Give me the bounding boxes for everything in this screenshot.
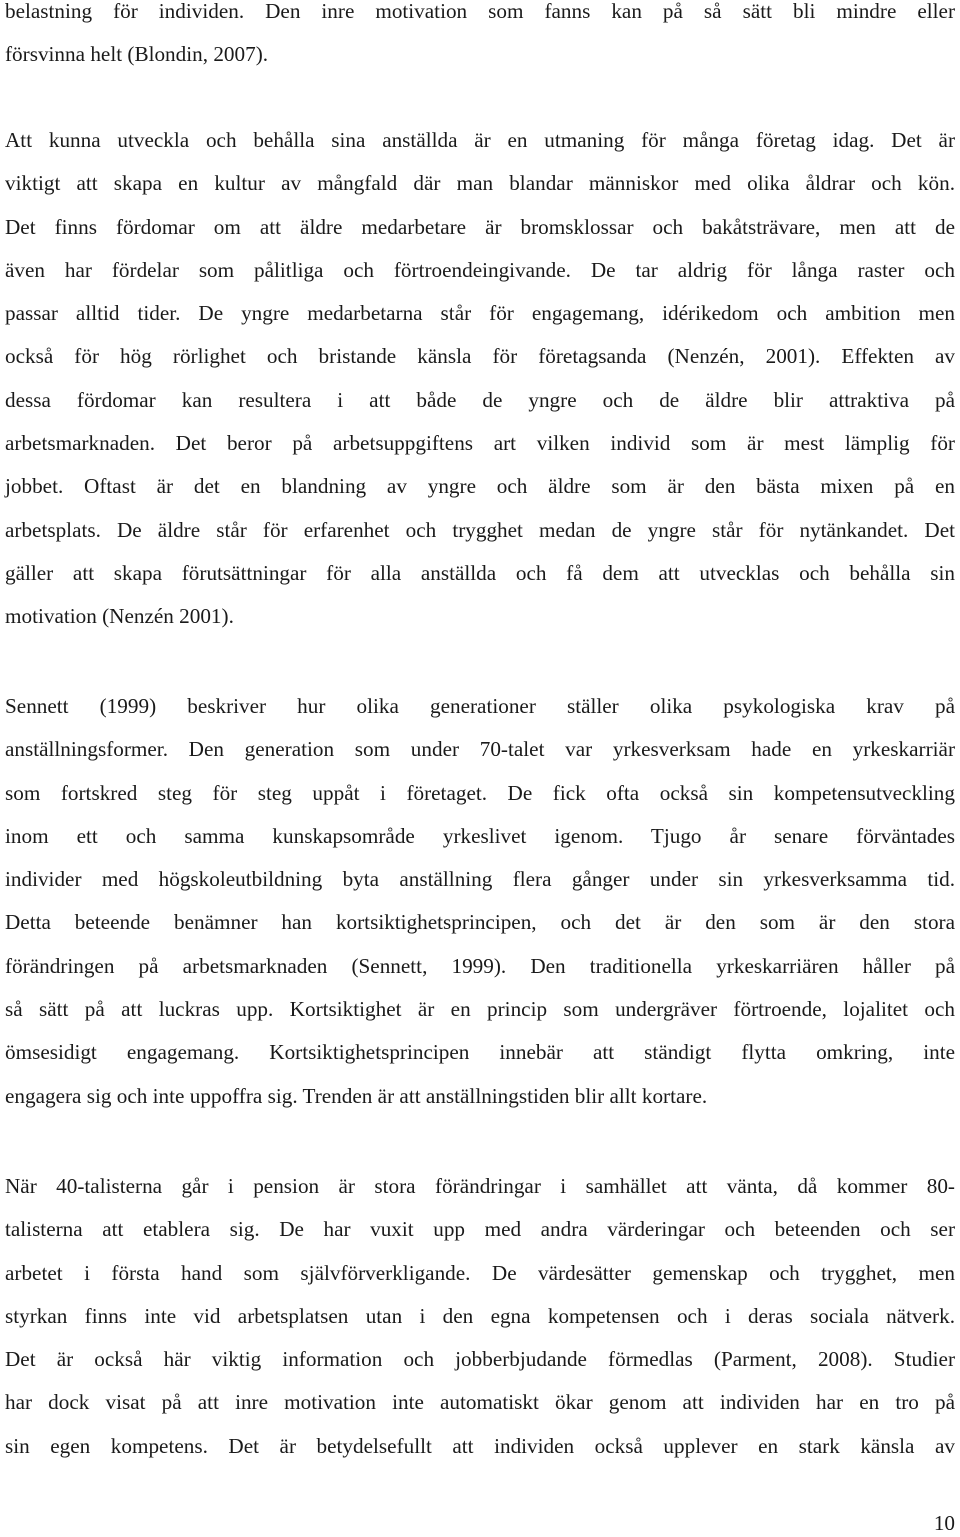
text-line: inom ett och samma kunskapsområde yrkeslivet igenom. Tjugo år senare förväntades — [5, 823, 955, 848]
text-line: individer med högskoleutbildning byta anställning flera gånger under sin yrkesverksamma tid. — [5, 867, 955, 892]
paragraph-1 — [5, 0, 955, 77]
text-line: viktigt att skapa en kultur av mångfald där man blandar människor med olika åldrar och kön. — [5, 171, 955, 196]
paragraph-2 — [5, 119, 955, 639]
page-number: 10 — [933, 1511, 955, 1535]
text-line: sin egen kompetens. Det är betydelsefullt att individen också upplever en stark känsla av — [5, 1433, 955, 1458]
text-line: belastning för individen. Den inre motivation som fanns kan på så sätt bli mindre eller — [5, 0, 955, 23]
text-line: arbetet i första hand som självförverkligande. De värdesätter gemenskap och trygghet, men — [5, 1260, 955, 1285]
text-line: Det finns fördomar om att äldre medarbetare är bromsklossar och bakåtsträvare, men att de — [5, 214, 955, 239]
text-line: också för hög rörlighet och bristande känsla för företagsanda (Nenzén, 2001). Effekten av — [5, 344, 955, 369]
text-line: jobbet. Oftast är det en blandning av yngre och äldre som är den bästa mixen på en — [5, 474, 955, 499]
text-line: dessa fördomar kan resultera i att både de yngre och de äldre blir attraktiva på — [5, 387, 955, 412]
text-line: ömsesidigt engagemang. Kortsiktighetsprincipen innebär att ständigt flytta omkring, inte — [5, 1040, 955, 1065]
text-line: styrkan finns inte vid arbetsplatsen utan i den egna kompetensen och i deras sociala nätverk. — [5, 1303, 955, 1328]
text-line: Det är också här viktig information och jobberbjudande förmedlas (Parment, 2008). Studier — [5, 1347, 955, 1372]
text-line: försvinna helt (Blondin, 2007). — [5, 42, 269, 67]
text-line: Detta beteende benämner han kortsiktighetsprincipen, och det är den som är den stora — [5, 910, 955, 935]
text-line: gäller att skapa förutsättningar för alla anställda och få dem att utvecklas och behålla sin — [5, 560, 955, 585]
text-line: har dock visat på att inre motivation inte automatiskt ökar genom att individen har en tro på — [5, 1390, 955, 1415]
paragraph-3 — [5, 685, 955, 1118]
text-line: förändringen på arbetsmarknaden (Sennett, 1999). Den traditionella yrkeskarriären håller på — [5, 953, 955, 978]
text-line: När 40-talisterna går i pension är stora förändringar i samhället att vänta, då kommer 80- — [5, 1174, 955, 1198]
text-line: som fortskred steg för steg uppåt i företaget. De fick ofta också sin kompetensutveckling — [5, 780, 955, 805]
text-line: även har fördelar som pålitliga och förtroendeingivande. De tar aldrig för långa raster och — [5, 257, 955, 282]
text-line: Att kunna utveckla och behålla sina anställda är en utmaning för många företag idag. Det är — [5, 128, 955, 152]
paragraph-4 — [5, 1165, 955, 1468]
text-line: så sätt på att luckras upp. Kortsiktighet är en princip som undergräver förtroende, lojalitet och — [5, 997, 955, 1022]
text-line: Sennett (1999) beskriver hur olika generationer ställer olika psykologiska krav på — [5, 694, 955, 718]
text-line: arbetsplats. De äldre står för erfarenhet och trygghet medan de yngre står för nytänkandet. Det — [5, 517, 955, 542]
text-line: engagera sig och inte uppoffra sig. Trenden är att anställningstiden blir allt kortare. — [5, 1083, 708, 1108]
text-line: talisterna att etablera sig. De har vuxit upp med andra värderingar och beteenden och ser — [5, 1217, 955, 1242]
text-line: passar alltid tider. De yngre medarbetarna står för engagemang, idérikedom och ambition men — [5, 301, 955, 326]
text-line: motivation (Nenzén 2001). — [5, 604, 234, 629]
text-line: anställningsformer. Den generation som under 70-talet var yrkesverksam hade en yrkeskarriär — [5, 737, 955, 762]
text-line: arbetsmarknaden. Det beror på arbetsuppgiftens art vilken individ som är mest lämplig för — [5, 431, 955, 456]
